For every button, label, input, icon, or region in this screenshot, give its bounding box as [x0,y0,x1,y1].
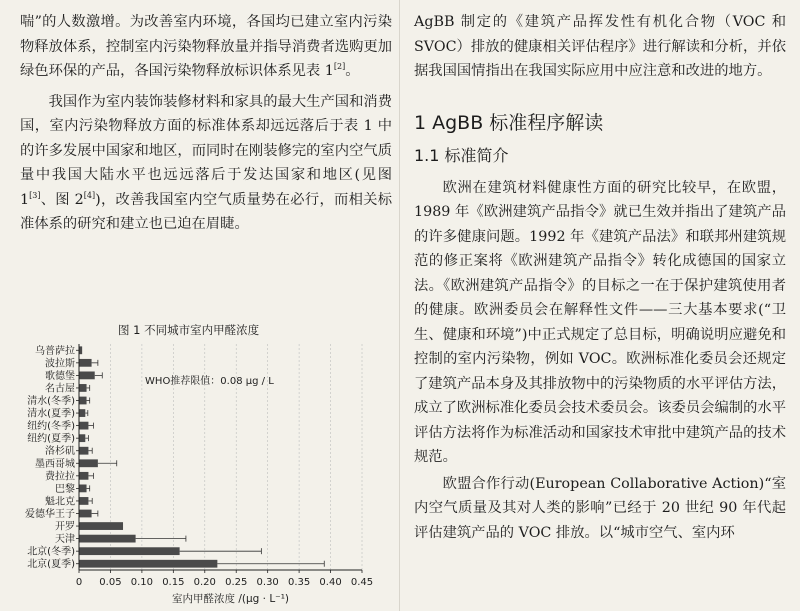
category-label: 北京(冬季) [27,546,75,558]
x-tick-label: 0.10 [130,577,154,588]
x-tick-label: 0.15 [162,577,185,588]
category-label: 歌德堡 [45,370,75,382]
column-divider [399,0,400,611]
bar [79,422,88,430]
bar [79,497,88,505]
bar [79,472,88,480]
left-paragraph-1 [20,10,392,84]
left-column [20,0,392,237]
chart-y-labels [25,344,79,570]
category-label: 墨西哥城 [35,458,75,470]
bar [79,409,85,417]
category-label: 纽约(夏季) [27,433,75,445]
category-label: 纽约(冬季) [27,421,75,433]
x-tick-label: 0.25 [225,577,248,588]
right-paragraph-0: AgBB 制定的《建筑产品挥发性有机化合物（VOC 和 SVOC）排放的健康相关评估程序》进行解读和分析，并依据我国国情指出在我国实际应用中应注意和改进的地方。 [414,14,786,79]
category-label: 乌普萨拉 [35,345,75,357]
citation-ref: [4] [83,190,96,200]
paragraph-text: 我国作为室内装饰装修材料和家具的最大生产国和消费国，室内污染物释放方面的标准体系却远远落后于表 1 中的许多发展中国家和地区，而同时在刚装修完的室内空气质量中我国大陆水平也远远落后于发达国家和地区(见图 1 [20,93,392,208]
bar [79,510,92,518]
paragraph-text: 。 [345,63,360,79]
bar [79,447,88,455]
bar [79,547,180,555]
figure-title: 图 1 不同城市室内甲醛浓度 [118,323,260,337]
x-tick-label: 0.30 [256,577,279,588]
chart-x-ticks [76,570,373,588]
x-axis-label: 室内甲醛浓度 /(μg · L⁻¹) [171,593,290,605]
right-paragraph-1: 欧洲在建筑材料健康性方面的研究比较早，在欧盟，1989 年《欧洲建筑产品指令》就已生效并指出了建筑产品的许多健康问题。1992 年《建筑产品法》和联邦州建筑规范的修正案将《欧洲建筑产品指令》转化成德国的国家立法。《欧洲建筑产品指令》的目标之一在于保护建筑使用者的健康。欧洲委员会在解释性文件——三大基本要求(“卫生、健康和环境”)中正式规定了总目标，明确说明应避免和控制的室内污染物，例如 VOC。欧洲标准化委员会还规定了建筑产品本身及其排放物中的污染物质的水平评估方法，成立了欧洲标准化委员会技术委员会。该委员会编制的水平评估方法将作为标准活动和国家技术审批中建筑产品的技术规范。 [414,179,786,465]
right-column [414,0,786,545]
category-label: 清水(夏季) [27,408,75,420]
section-heading-1: 1 AgBB 标准程序解读 [414,111,604,134]
paragraph-text: 、图 2 [40,191,84,208]
bar [79,384,87,392]
bar [79,459,98,467]
paragraph-text: )，改善我国室内空气质量势在必行，而相关标准体系的研究和建立也已迫在眉睫。 [20,191,393,232]
bar [79,522,123,530]
x-tick-label: 0 [75,577,83,588]
x-tick-label: 0.05 [99,577,122,588]
category-label: 爱德华王子 [25,509,75,520]
category-label: 清水(冬季) [27,396,75,407]
bar [79,371,95,379]
citation-ref: [3] [29,190,41,200]
formaldehyde-bar-chart [0,338,395,611]
category-label: 波拉斯 [45,358,75,370]
category-label: 魁北克 [45,496,75,508]
bar [79,434,85,442]
bar [79,560,217,568]
category-label: 名古屋 [45,383,75,395]
bar [79,397,87,405]
category-label: 洛杉矶 [45,446,75,458]
category-label: 天津 [55,534,75,546]
paragraph-text: 喘”的人数激增。为改善室内环境，各国均已建立室内污染物释放体系，控制室内污染物释放量并指导消费者选购更加绿色环保的产品，各国污染物释放标识体系见表 1 [20,14,392,79]
category-label: 开罗 [55,521,75,533]
section-heading-1-1: 1.1 标准简介 [414,145,509,165]
x-tick-label: 0.45 [350,577,374,588]
x-tick-label: 0.35 [287,577,311,588]
left-paragraph-2 [20,90,392,237]
bar [79,535,136,543]
x-tick-label: 0.20 [193,577,216,588]
bar [79,484,87,492]
category-label: 北京(夏季) [27,559,75,571]
category-label: 费拉拉 [45,471,75,483]
x-tick-label: 0.40 [319,577,342,588]
bar [79,359,92,367]
right-paragraph-2: 欧盟合作行动(European Collaborative Action)“室内空气质量及其对人类的影响”已经于 20 世纪 90 年代起评估建筑产品的 VOC 排放。以“城市空气、室内环 [414,475,786,541]
category-label: 巴黎 [55,483,75,495]
citation-ref: [2] [333,62,346,72]
who-limit-label: WHO推荐限值：0.08 μg / L [145,376,274,388]
